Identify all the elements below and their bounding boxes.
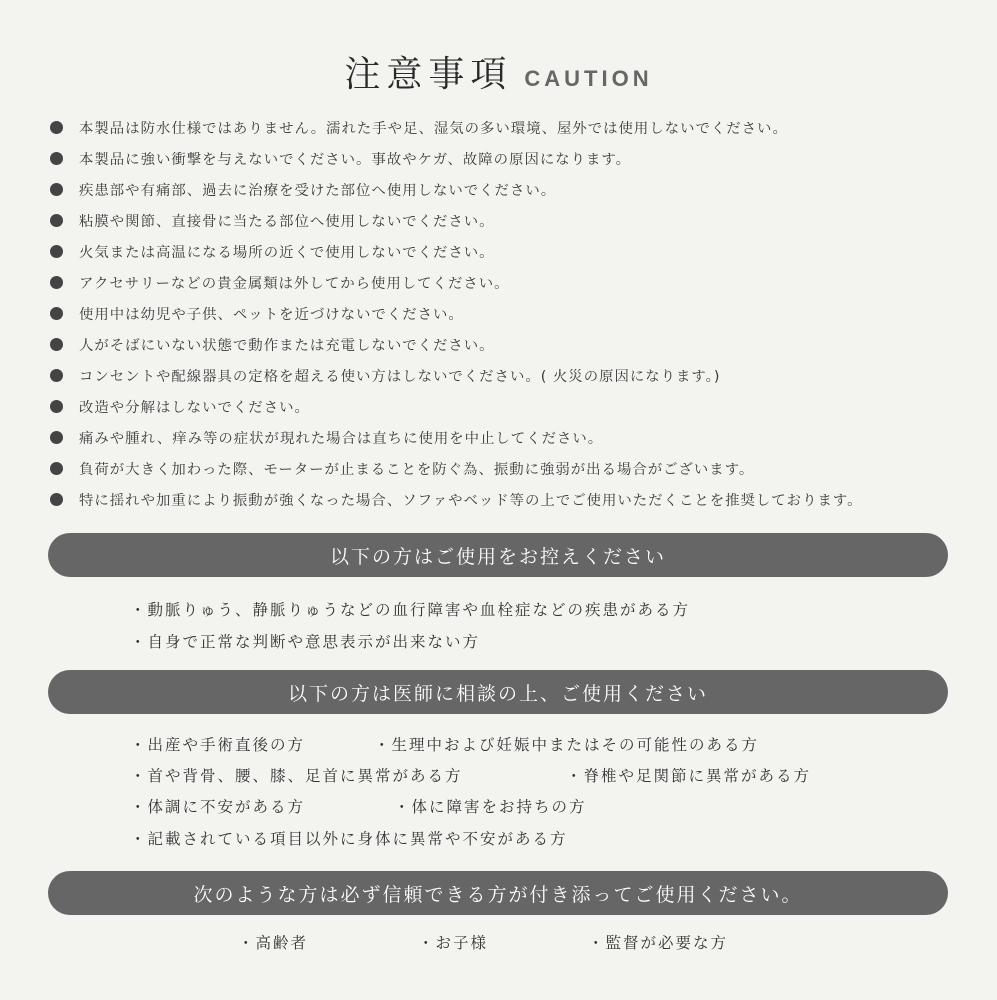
bullet-dot-icon (50, 493, 63, 506)
bullet-dot-icon (50, 276, 63, 289)
title-english: CAUTION (524, 66, 653, 91)
caution-item (50, 112, 970, 143)
caution-item (50, 236, 970, 267)
caution-item (50, 143, 970, 174)
accompanied-use-item: ・お子様 (418, 934, 489, 952)
caution-item-text: 改造や分解はしないでください。 (79, 400, 310, 416)
bullet-dot-icon (50, 152, 63, 165)
caution-item-text: 本製品に強い衝撃を与えないでください。事故やケガ、故障の原因になります。 (79, 152, 632, 168)
caution-item-text: 粘膜や関節、直接骨に当たる部位へ使用しないでください。 (79, 214, 495, 230)
accompanied-use-item: ・高齢者 (238, 934, 309, 952)
caution-item (50, 298, 970, 329)
consult-doctor-item: ・脊椎や足関節に異常がある方 (566, 767, 812, 785)
consult-doctor-item: ・生理中および妊娠中またはその可能性のある方 (374, 736, 760, 754)
bullet-dot-icon (50, 307, 63, 320)
consult-doctor-item: ・出産や手術直後の方 (130, 736, 306, 754)
bullet-dot-icon (50, 462, 63, 475)
caution-item (50, 267, 970, 298)
caution-item (50, 422, 970, 453)
caution-item-text: 火気または高温になる場所の近くで使用しないでください。 (79, 245, 495, 261)
bullet-dot-icon (50, 245, 63, 258)
bullet-dot-icon (50, 121, 63, 134)
avoid-use-item: ・動脈りゅう、静脈りゅうなどの血行障害や血栓症などの疾患がある方 (130, 601, 691, 619)
section-heading-avoid-use: 以下の方はご使用をお控えください (48, 533, 948, 577)
caution-item (50, 391, 970, 422)
bullet-dot-icon (50, 183, 63, 196)
bullet-dot-icon (50, 214, 63, 227)
page-title (0, 46, 997, 97)
consult-doctor-item: ・体に障害をお持ちの方 (394, 798, 587, 816)
caution-item-text: アクセサリーなどの貴金属類は外してから使用してください。 (79, 276, 510, 292)
caution-item (50, 174, 970, 205)
section-heading-consult-doctor: 以下の方は医師に相談の上、ご使用ください (48, 670, 948, 714)
caution-item-text: 痛みや腫れ、痒み等の症状が現れた場合は直ちに使用を中止してください。 (79, 431, 604, 447)
title-japanese: 注意事項 (344, 54, 513, 95)
bullet-dot-icon (50, 431, 63, 444)
consult-doctor-item: ・体調に不安がある方 (130, 798, 306, 816)
caution-item-text: 本製品は防水仕様ではありません。濡れた手や足、湿気の多い環境、屋外では使用しないでください。 (79, 121, 788, 137)
caution-list (50, 112, 970, 515)
caution-item-text: 特に揺れや加重により振動が強くなった場合、ソファやベッド等の上でご使用いただくことを推奨しております。 (79, 493, 863, 509)
caution-item-text: コンセントや配線器具の定格を超える使い方はしないでください。( 火災の原因になります。) (79, 369, 721, 385)
caution-item (50, 360, 970, 391)
caution-item (50, 453, 970, 484)
caution-item-text: 使用中は幼児や子供、ペットを近づけないでください。 (79, 307, 464, 323)
caution-item (50, 205, 970, 236)
section-heading-accompanied-use: 次のような方は必ず信頼できる方が付き添ってご使用ください。 (48, 871, 948, 915)
caution-item (50, 329, 970, 360)
bullet-dot-icon (50, 400, 63, 413)
caution-item-text: 疾患部や有痛部、過去に治療を受けた部位へ使用しないでください。 (79, 183, 557, 199)
bullet-dot-icon (50, 369, 63, 382)
avoid-use-item: ・自身で正常な判断や意思表示が出来ない方 (130, 633, 481, 651)
accompanied-use-item: ・監督が必要な方 (588, 934, 729, 952)
caution-item (50, 484, 970, 515)
caution-item-text: 人がそばにいない状態で動作または充電しないでください。 (79, 338, 495, 354)
consult-doctor-item: ・首や背骨、腰、膝、足首に異常がある方 (130, 767, 463, 785)
bullet-dot-icon (50, 338, 63, 351)
caution-item-text: 負荷が大きく加わった際、モーターが止まることを防ぐ為、振動に強弱が出る場合がございます。 (79, 462, 755, 478)
consult-doctor-item: ・記載されている項目以外に身体に異常や不安がある方 (130, 830, 568, 848)
